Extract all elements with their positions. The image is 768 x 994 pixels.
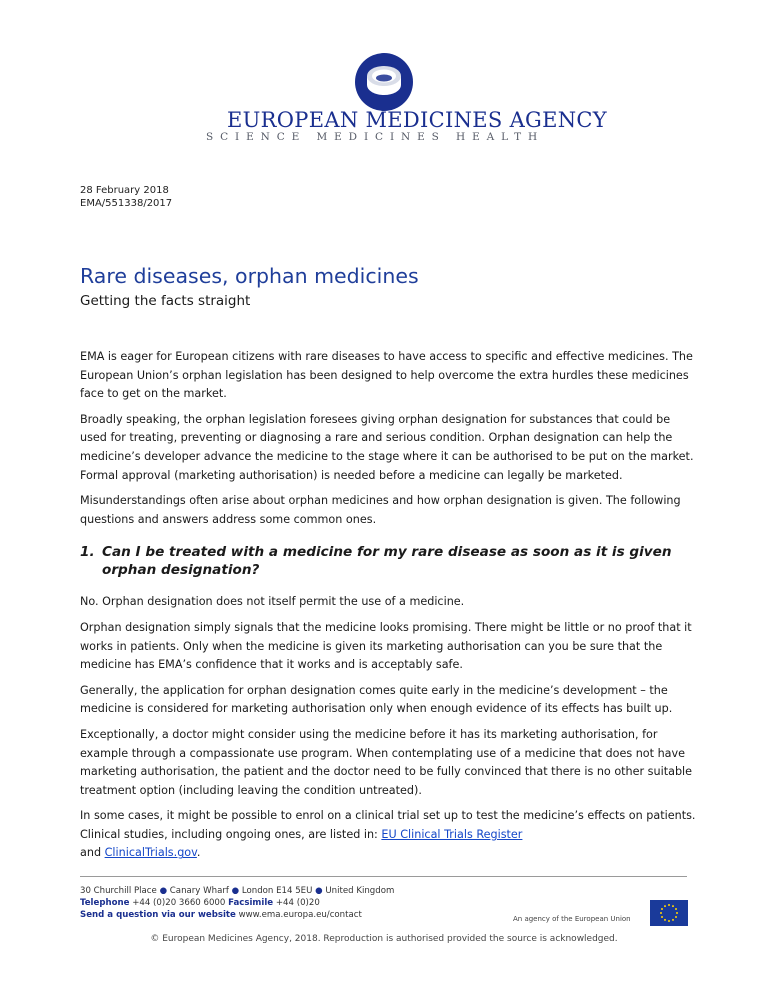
eu-clinical-trials-register-link[interactable]: EU Clinical Trials Register [381,827,523,841]
intro-paragraph: Broadly speaking, the orphan legislation foresees giving orphan designation for substances that could be used for treating, preventing or diagnosing a rare and serious condition. Orphan designation can help the medicine’s developer advance the medicine to the stage where it can be authorised to be put on the market. Formal approval (marketing authorisation) is needed before a medicine can legally be marketed. [80,412,694,482]
answer-paragraph: No. Orphan designation does not itself permit the use of a medicine. [80,595,465,609]
question-text: Can I be treated with a medicine for my rare disease as soon as it is given orphan designation? [102,544,672,579]
page-title: Rare diseases, orphan medicines [80,264,419,288]
eu-flag-icon [650,900,688,926]
intro-paragraph: Misunderstandings often arise about orphan medicines and how orphan designation is given. The following questions and answers address some common ones. [80,494,681,526]
agency-tagline: SCIENCE MEDICINES HEALTH [206,131,545,143]
document-date: 28 February 2018 [80,185,169,196]
contact-line: Send a question via our website www.ema.europa.eu/contact [80,910,362,920]
question-number: 1. [80,544,95,561]
ema-logo-icon [354,52,414,112]
document-body [80,348,700,870]
answer-paragraph: Orphan designation simply signals that the medicine looks promising. There might be little or no proof that it works in patients. Only when the medicine is given its marketing authorisation can you be sure that the medicine has EMA’s confidence that it works and is acceptably safe. [80,620,692,672]
copyright-notice: © European Medicines Agency, 2018. Reproduction is authorised provided the source is acknowledged. [150,934,618,944]
address-line: 30 Churchill Place ● Canary Wharf ● London E14 5EU ● United Kingdom [80,886,395,896]
question-heading [80,543,700,579]
phone-line: Telephone +44 (0)20 3660 6000 Facsimile +44 (0)20 [80,898,320,908]
answer-paragraph-links: In some cases, it might be possible to enrol on a clinical trial set up to test the medicine’s effects on patients. Clinical studies, including ongoing ones, are listed in: EU Clinical Trials Register and ClinicalTrials.gov. [80,809,696,860]
document-reference: EMA/551338/2017 [80,198,173,209]
intro-paragraph: EMA is eager for European citizens with rare diseases to have access to specific and effective medicines. The European Union’s orphan legislation has been designed to help overcome the extra hurdles these medicines face to get on the market. [80,350,693,401]
agency-name: EUROPEAN MEDICINES AGENCY [227,108,607,132]
answer-paragraph: Generally, the application for orphan designation comes quite early in the medicine’s development – the medicine is considered for marketing authorisation only when enough evidence of its effects has built up. [80,683,673,716]
footer-address [80,885,394,921]
clinicaltrials-gov-link[interactable]: ClinicalTrials.gov [104,846,197,860]
page-subtitle: Getting the facts straight [80,293,251,309]
website-link[interactable]: www.ema.europa.eu/contact [238,910,362,920]
agency-of-eu-text: An agency of the European Union [513,915,631,923]
footer-divider [80,876,687,877]
answer-paragraph: Exceptionally, a doctor might consider using the medicine before it has its marketing authorisation, for example through a compassionate use program. When contemplating use of a medicine that does not have marketing authorisation, the patient and the doctor need to be fully convinced that there is no other suitable treatment option (including leaving the condition untreated). [80,727,693,797]
document-meta [80,184,172,210]
